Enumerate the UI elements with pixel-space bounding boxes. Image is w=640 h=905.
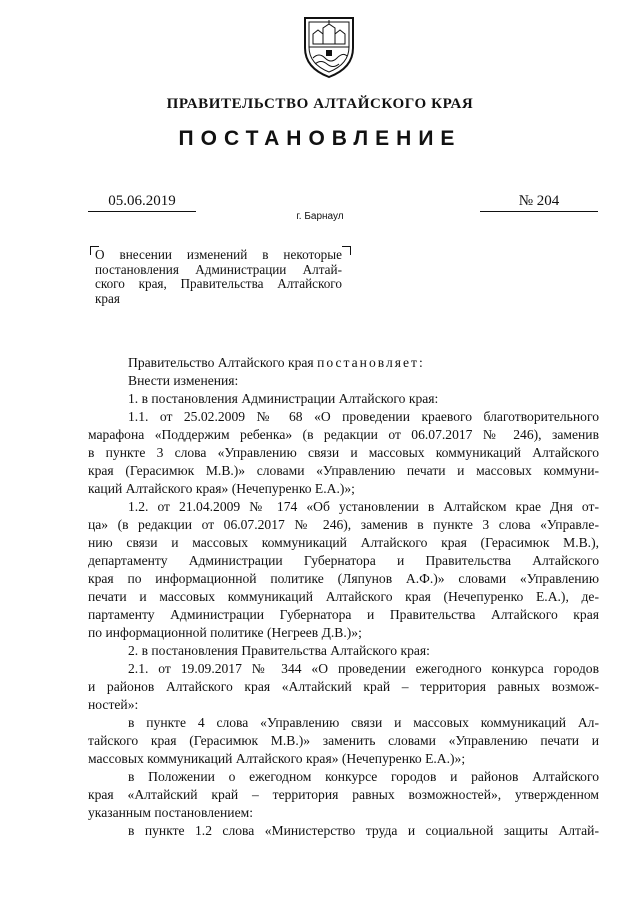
body-line: ностей»: — [88, 697, 139, 712]
body-line: каций Алтайского края» (Нечепуренко Е.А.)»; — [88, 481, 355, 496]
coat-of-arms-emblem — [299, 14, 359, 80]
document-type: ПОСТАНОВЛЕНИЕ — [178, 127, 462, 150]
document-body — [88, 354, 599, 840]
body-line: департаменту Администрации Губернатора и Правительства Алтайского — [88, 553, 599, 568]
document-date: 05.06.2019 — [88, 193, 196, 212]
body-line: нию связи и массовых коммуникаций Алтайского края (Герасимюк М.В.), — [88, 535, 599, 550]
body-line: в пункте 4 слова «Управлению связи и массовых коммуникаций Ал- — [128, 715, 599, 730]
body-line: края «Алтайский край – территория равных возможностей», утвержденном — [88, 787, 599, 802]
body-line: тайского края (Герасимюк М.В.)» заменить словами «Управлению печати и — [88, 733, 599, 748]
subject-line: ского края, Правительства Алтайского — [95, 276, 342, 291]
subject-corner-right — [342, 246, 351, 255]
body-line: в пункте 1.2 слова «Министерство труда и социальной защиты Алтай- — [128, 823, 599, 838]
subject-line: О внесении изменений в некоторые — [95, 247, 342, 262]
body-line: массовых коммуникаций Алтайского края» (Нечепуренко Е.А.)»; — [88, 751, 466, 766]
government-name: ПРАВИТЕЛЬСТВО АЛТАЙСКОГО КРАЯ — [166, 96, 474, 112]
body-line — [88, 354, 599, 372]
body-line: 1. в постановления Администрации Алтайского края: — [128, 391, 439, 406]
subject-line: края — [95, 290, 120, 306]
body-line: по информационной политике (Негреев Д.В.)»; — [88, 625, 362, 640]
body-line: в Положении о ежегодном конкурсе городов и районов Алтайского — [128, 769, 599, 784]
subject-line: постановления Администрации Алтай- — [95, 261, 342, 277]
body-line: 1.1. от 25.02.2009 № 68 «О проведении краевого благотворительного — [128, 409, 599, 424]
body-line: партаменту Администрации Губернатора и Правительства Алтайского края — [88, 607, 599, 622]
body-line: края по информационной политике (Ляпунов А.Ф.)» словами «Управлению — [88, 571, 599, 586]
body-line: и районов Алтайского края «Алтайский край – территория равных возмож- — [88, 679, 599, 694]
body-line: марафона «Поддержим ребенка» (в редакции от 06.07.2017 № 246), заменив — [88, 427, 599, 442]
body-line: края (Герасимюк М.В.)» словами «Управлению печати и массовых коммуни- — [88, 463, 599, 478]
body-line: 2.1. от 19.09.2017 № 344 «О проведении ежегодного конкурса городов — [128, 661, 599, 676]
document-subject — [95, 248, 342, 306]
body-line: указанным постановлением: — [88, 805, 253, 820]
body-line: 1.2. от 21.04.2009 № 174 «Об установлении в Алтайском крае Дня от- — [128, 499, 599, 514]
body-decree-word: постановляет: — [317, 355, 425, 370]
body-line: ца» (в редакции от 06.07.2017 № 246), заменив в пункте 3 слова «Управле- — [88, 517, 599, 532]
document-city: г. Барнаул — [296, 211, 344, 222]
document-number: № 204 — [480, 193, 598, 212]
body-line: печати и массовых коммуникаций Алтайского края (Нечепуренко Е.А.), де- — [88, 589, 599, 604]
body-line: в пункте 3 слова «Управлению связи и массовых коммуникаций Алтайского — [88, 445, 599, 460]
body-preamble: Правительство Алтайского края — [128, 355, 314, 370]
body-line: Внести изменения: — [128, 373, 239, 388]
body-line: 2. в постановления Правительства Алтайского края: — [128, 643, 430, 658]
